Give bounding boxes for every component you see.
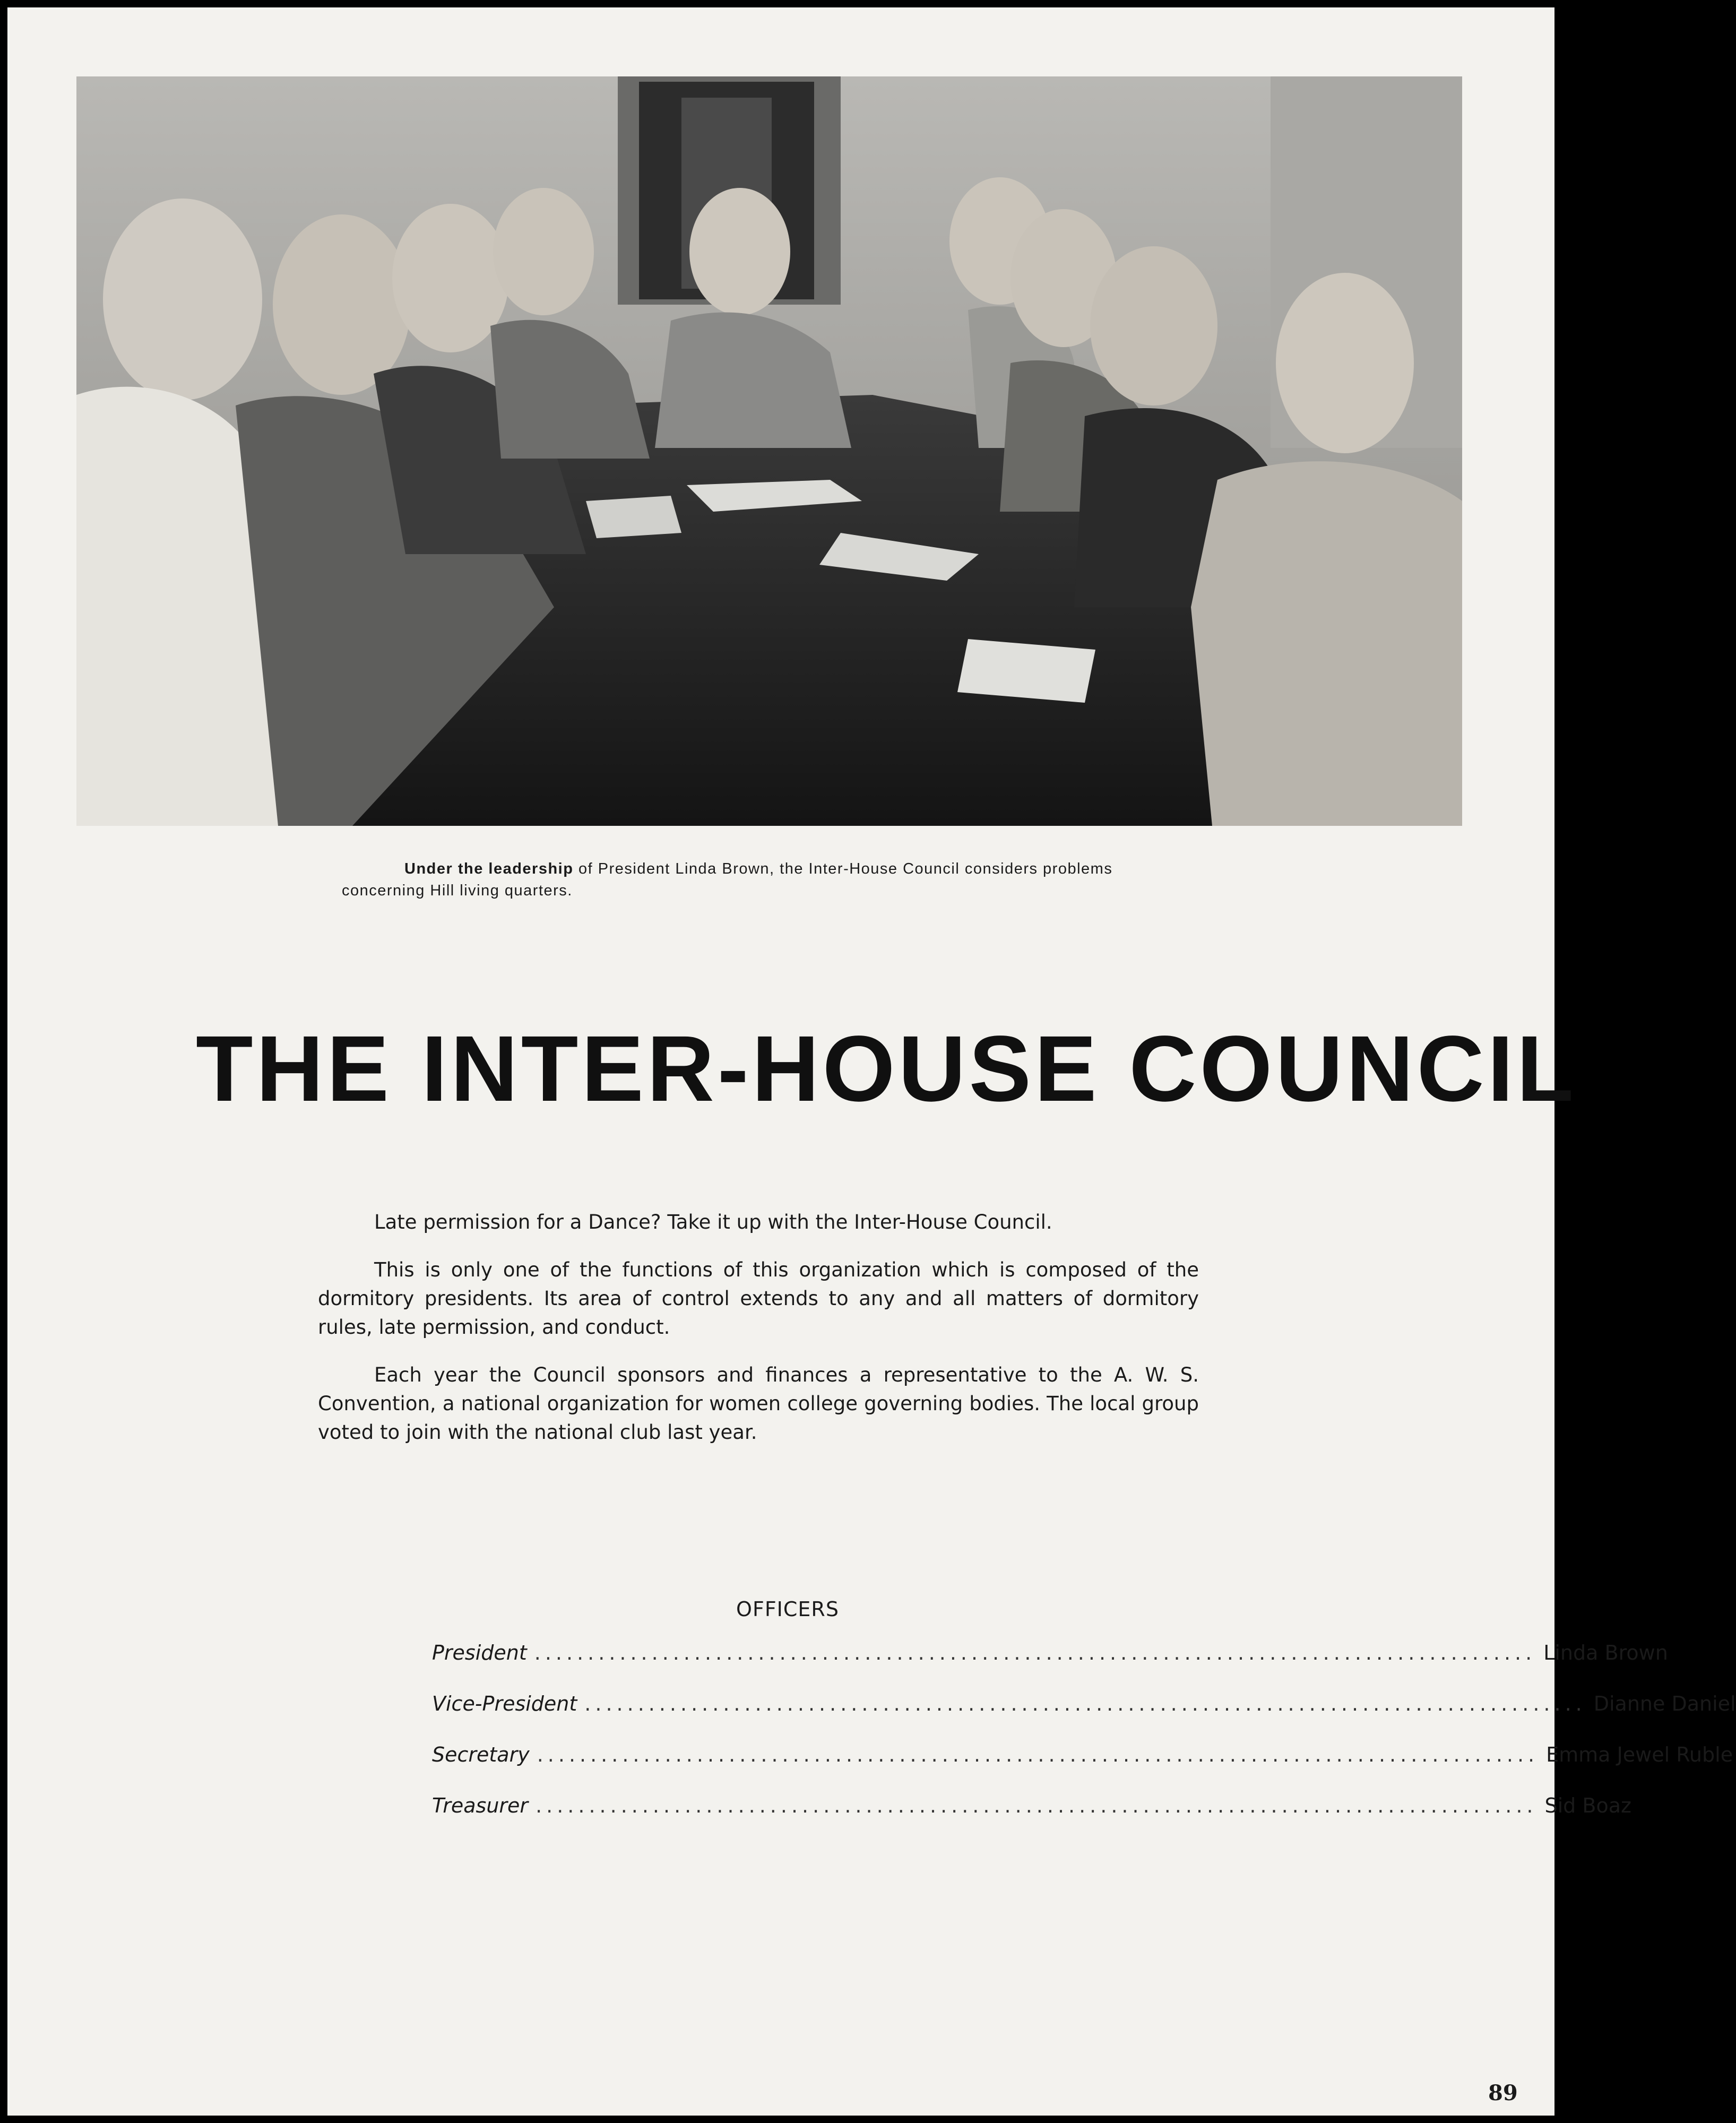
article-body (318, 1208, 1199, 1466)
officer-title: Vice-President (432, 1692, 577, 1715)
officer-row (432, 1794, 1631, 1845)
dot-leader: .............................................................................................. (534, 1641, 1536, 1664)
page-number: 89 (1488, 2081, 1518, 2105)
caption-line-1-text: of President Linda Brown, the Inter-House Council considers problems (573, 860, 1113, 877)
officer-name: Linda Brown (1543, 1641, 1668, 1664)
paragraph-3: Each year the Council sponsors and finances a representative to the A. W. S. Convention, a national organization for women college governing bodies. The local group voted to join with the national club last year. (318, 1363, 1199, 1444)
group-photo-icon (76, 76, 1462, 826)
yearbook-page (7, 7, 1736, 2116)
officer-row (432, 1743, 1733, 1794)
caption-lead: Under the leadership (404, 860, 574, 877)
photo-caption (342, 858, 1244, 902)
caption-line-2: concerning Hill living quarters. (342, 882, 573, 899)
officer-title: Treasurer (432, 1794, 529, 1817)
officer-name: Sid Boaz (1544, 1794, 1631, 1817)
dot-leader: .............................................................................................. (537, 1743, 1539, 1766)
paragraph-2: This is only one of the functions of this organization which is composed of the dormitory presidents. Its area of control extends to any and all matters of dormitory rules, late permission, and conduct. (318, 1258, 1199, 1339)
officers-heading: OFFICERS (736, 1598, 839, 1621)
paragraph-1: Late permission for a Dance? Take it up with the Inter-House Council. (374, 1211, 1052, 1233)
officer-name: Dianne Daniel (1593, 1692, 1736, 1715)
group-photo (76, 76, 1462, 826)
dot-leader: .............................................................................................. (536, 1794, 1538, 1817)
officers-list (432, 1598, 1736, 1845)
officer-row (432, 1692, 1736, 1743)
officer-name: Emma Jewel Ruble (1546, 1743, 1733, 1766)
page-title: THE INTER-HOUSE COUNCIL (196, 1017, 1577, 1121)
officer-title: Secretary (432, 1743, 530, 1766)
officer-title: President (432, 1641, 527, 1664)
dot-leader: .............................................................................................. (584, 1692, 1586, 1715)
caption-line-1 (342, 858, 1244, 880)
officer-row (432, 1641, 1668, 1692)
